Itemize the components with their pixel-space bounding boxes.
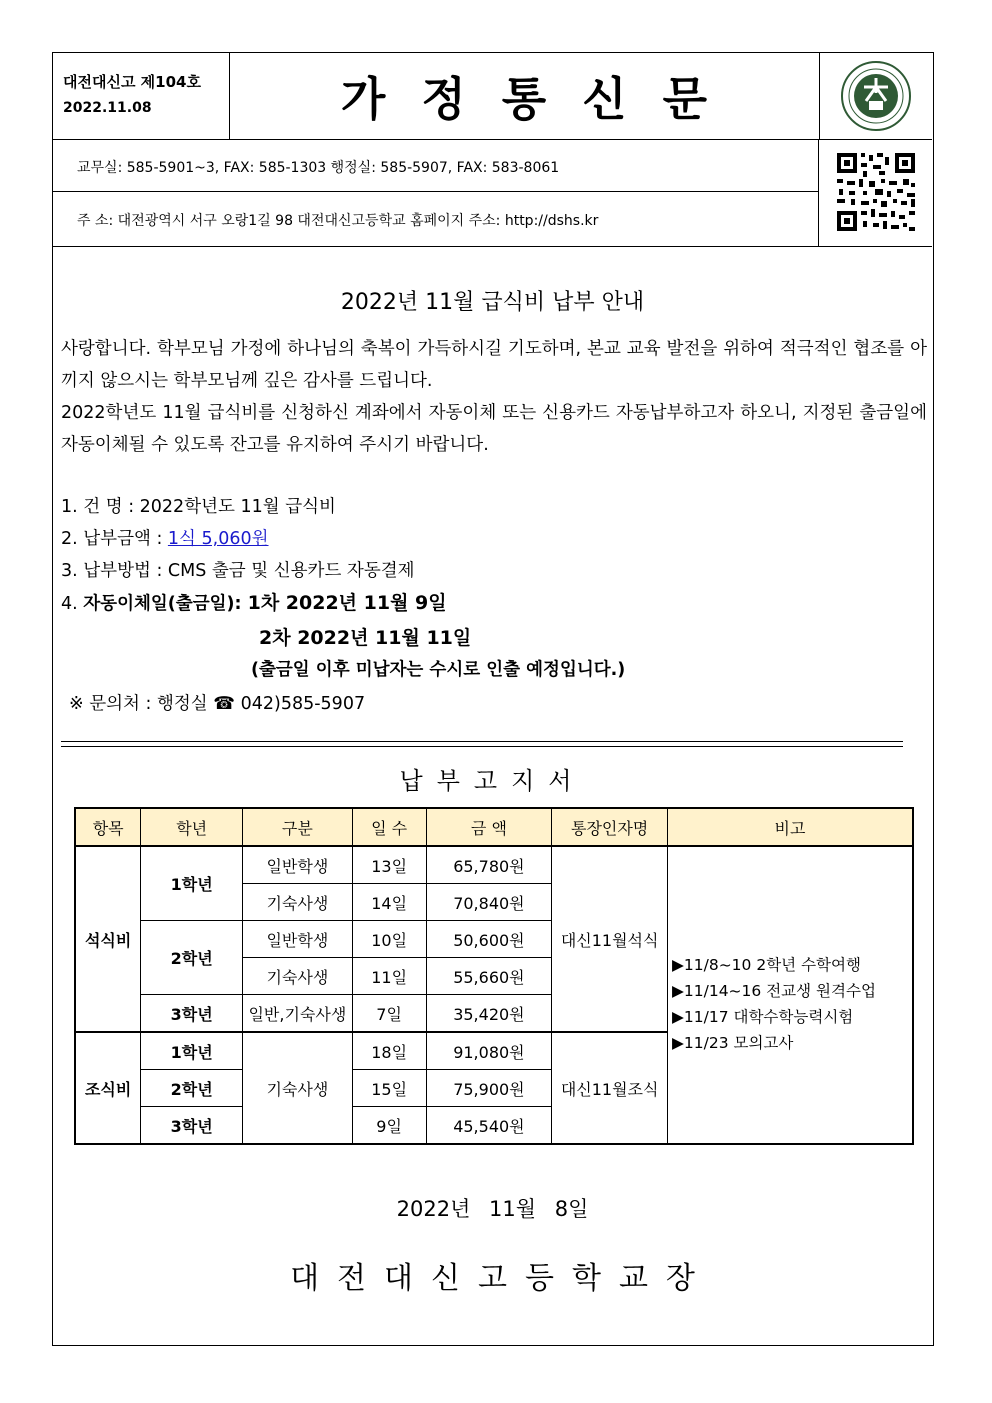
issue-date: 2022.11.08 [63, 100, 152, 116]
amount-cell: 50,600원 [426, 921, 552, 958]
principal-signature: 대전대신고등학교장 [290, 1261, 713, 1296]
notice-title: 납부고지서 [399, 767, 586, 795]
address-line: 주 소: 대전광역시 서구 오랑1길 98 대전대신고등학교 홈페이지 주소: http://dshs.kr [77, 213, 599, 229]
qr-code-icon[interactable] [819, 139, 932, 247]
item-method-label: 3. 납부방법 : [61, 561, 168, 581]
header-account-name: 통장인자명 [552, 808, 668, 846]
intro-paragraph: 사랑합니다. 학부모님 가정에 하나님의 축복이 가득하시길 기도하며, 본교 교육 발전을 위하여 적극적인 협조를 아끼지 않으시는 학부모님께 깊은 감사를 드립니다. [61, 339, 927, 391]
amount-cell: 35,420원 [426, 995, 552, 1033]
item-amount [61, 523, 625, 555]
header-amount: 금 액 [426, 808, 552, 846]
item-method [61, 555, 625, 587]
days-cell: 10일 [352, 921, 426, 958]
paper-title: 가정통신문 [340, 72, 744, 126]
newsletter-page [52, 52, 934, 1346]
amount-cell: 45,540원 [426, 1107, 552, 1145]
grade-cell: 1학년 [141, 1032, 243, 1070]
remark-item: ▶11/14~16 전교생 원격수업 [671, 982, 876, 1000]
grade-cell: 2학년 [141, 921, 243, 995]
section-divider [61, 741, 903, 747]
dinner-account-name: 대신11월석식 [552, 846, 668, 1032]
main-title: 2022년 11월 급식비 납부 안내 [340, 290, 645, 315]
days-cell: 15일 [352, 1070, 426, 1107]
item-subject-label: 1. 건 명 : [61, 497, 140, 517]
logo-box [819, 53, 933, 139]
header-info [53, 139, 819, 247]
item-amount-label: 2. 납부금액 : [61, 529, 168, 549]
item-withdrawal [61, 587, 625, 620]
issue-number: 대전대신고 제104호 [63, 73, 201, 91]
days-cell: 11일 [352, 958, 426, 995]
header-type: 구분 [243, 808, 353, 846]
header-category: 항목 [75, 808, 141, 846]
grade-cell: 2학년 [141, 1070, 243, 1107]
school-logo-icon [820, 53, 933, 139]
item-withdrawal-label: 자동이체일(출금일): [83, 594, 248, 614]
header-remarks: 비고 [667, 808, 913, 846]
amount-cell: 55,660원 [426, 958, 552, 995]
fee-table [74, 807, 914, 1145]
item-method-value: CMS 출금 및 신용카드 자동결제 [167, 561, 415, 581]
days-cell: 9일 [352, 1107, 426, 1145]
withdrawal-date-1: 1차 2022년 11월 9일 [247, 592, 447, 614]
remark-item: ▶11/23 모의고사 [671, 1034, 794, 1052]
amount-cell: 65,780원 [426, 846, 552, 884]
divider [53, 191, 818, 192]
type-cell: 일반학생 [243, 846, 353, 884]
remarks-cell [667, 846, 913, 1144]
grade-cell: 1학년 [141, 846, 243, 921]
item-subject-value: 2022학년도 11월 급식비 [139, 497, 336, 517]
remark-item: ▶11/17 대학수학능력시험 [671, 1008, 854, 1026]
amount-cell: 75,900원 [426, 1070, 552, 1107]
issue-date-footer: 2022년 11월 8일 [396, 1197, 589, 1221]
withdrawal-note: (출금일 이후 미납자는 수시로 인출 예정입니다.) [251, 660, 626, 680]
type-cell: 기숙사생 [243, 958, 353, 995]
days-cell: 13일 [352, 846, 426, 884]
issue-box [53, 53, 230, 139]
table-header-row [75, 808, 913, 846]
inquiry-contact: ※ 문의처 : 행정실 ☎ 042)585-5907 [69, 694, 366, 714]
info-items [61, 491, 625, 720]
header-top-row [53, 53, 932, 140]
withdrawal-date-2: 2차 2022년 11월 11일 [259, 627, 472, 649]
remark-item: ▶11/8~10 2학년 수학여행 [671, 956, 861, 974]
table-row [75, 846, 913, 884]
days-cell: 7일 [352, 995, 426, 1033]
days-cell: 18일 [352, 1032, 426, 1070]
item-withdrawal-number: 4. [61, 594, 84, 614]
payment-paragraph: 2022학년도 11월 급식비를 신청하신 계좌에서 자동이체 또는 신용카드 자동납부하고자 하오니, 지정된 출금일에 자동이체될 수 있도록 잔고를 유지하여 주시기 바랍니다. [61, 403, 927, 455]
item-amount-value[interactable]: 1식 5,060원 [167, 529, 269, 549]
breakfast-account-name: 대신11월조식 [552, 1032, 668, 1144]
type-cell: 기숙사생 [243, 884, 353, 921]
days-cell: 14일 [352, 884, 426, 921]
amount-cell: 70,840원 [426, 884, 552, 921]
amount-cell: 91,080원 [426, 1032, 552, 1070]
breakfast-label: 조식비 [75, 1032, 141, 1144]
grade-cell: 3학년 [141, 995, 243, 1033]
contact-numbers: 교무실: 585-5901~3, FAX: 585-1303 행정실: 585-5907, FAX: 583-8061 [77, 160, 560, 176]
dinner-label: 석식비 [75, 846, 141, 1032]
qr-box [819, 139, 932, 247]
header-days: 일 수 [352, 808, 426, 846]
type-cell: 일반,기숙사생 [243, 995, 353, 1033]
grade-cell: 3학년 [141, 1107, 243, 1145]
item-subject [61, 491, 625, 523]
type-cell: 일반학생 [243, 921, 353, 958]
header-grade: 학년 [141, 808, 243, 846]
breakfast-type: 기숙사생 [243, 1032, 353, 1144]
